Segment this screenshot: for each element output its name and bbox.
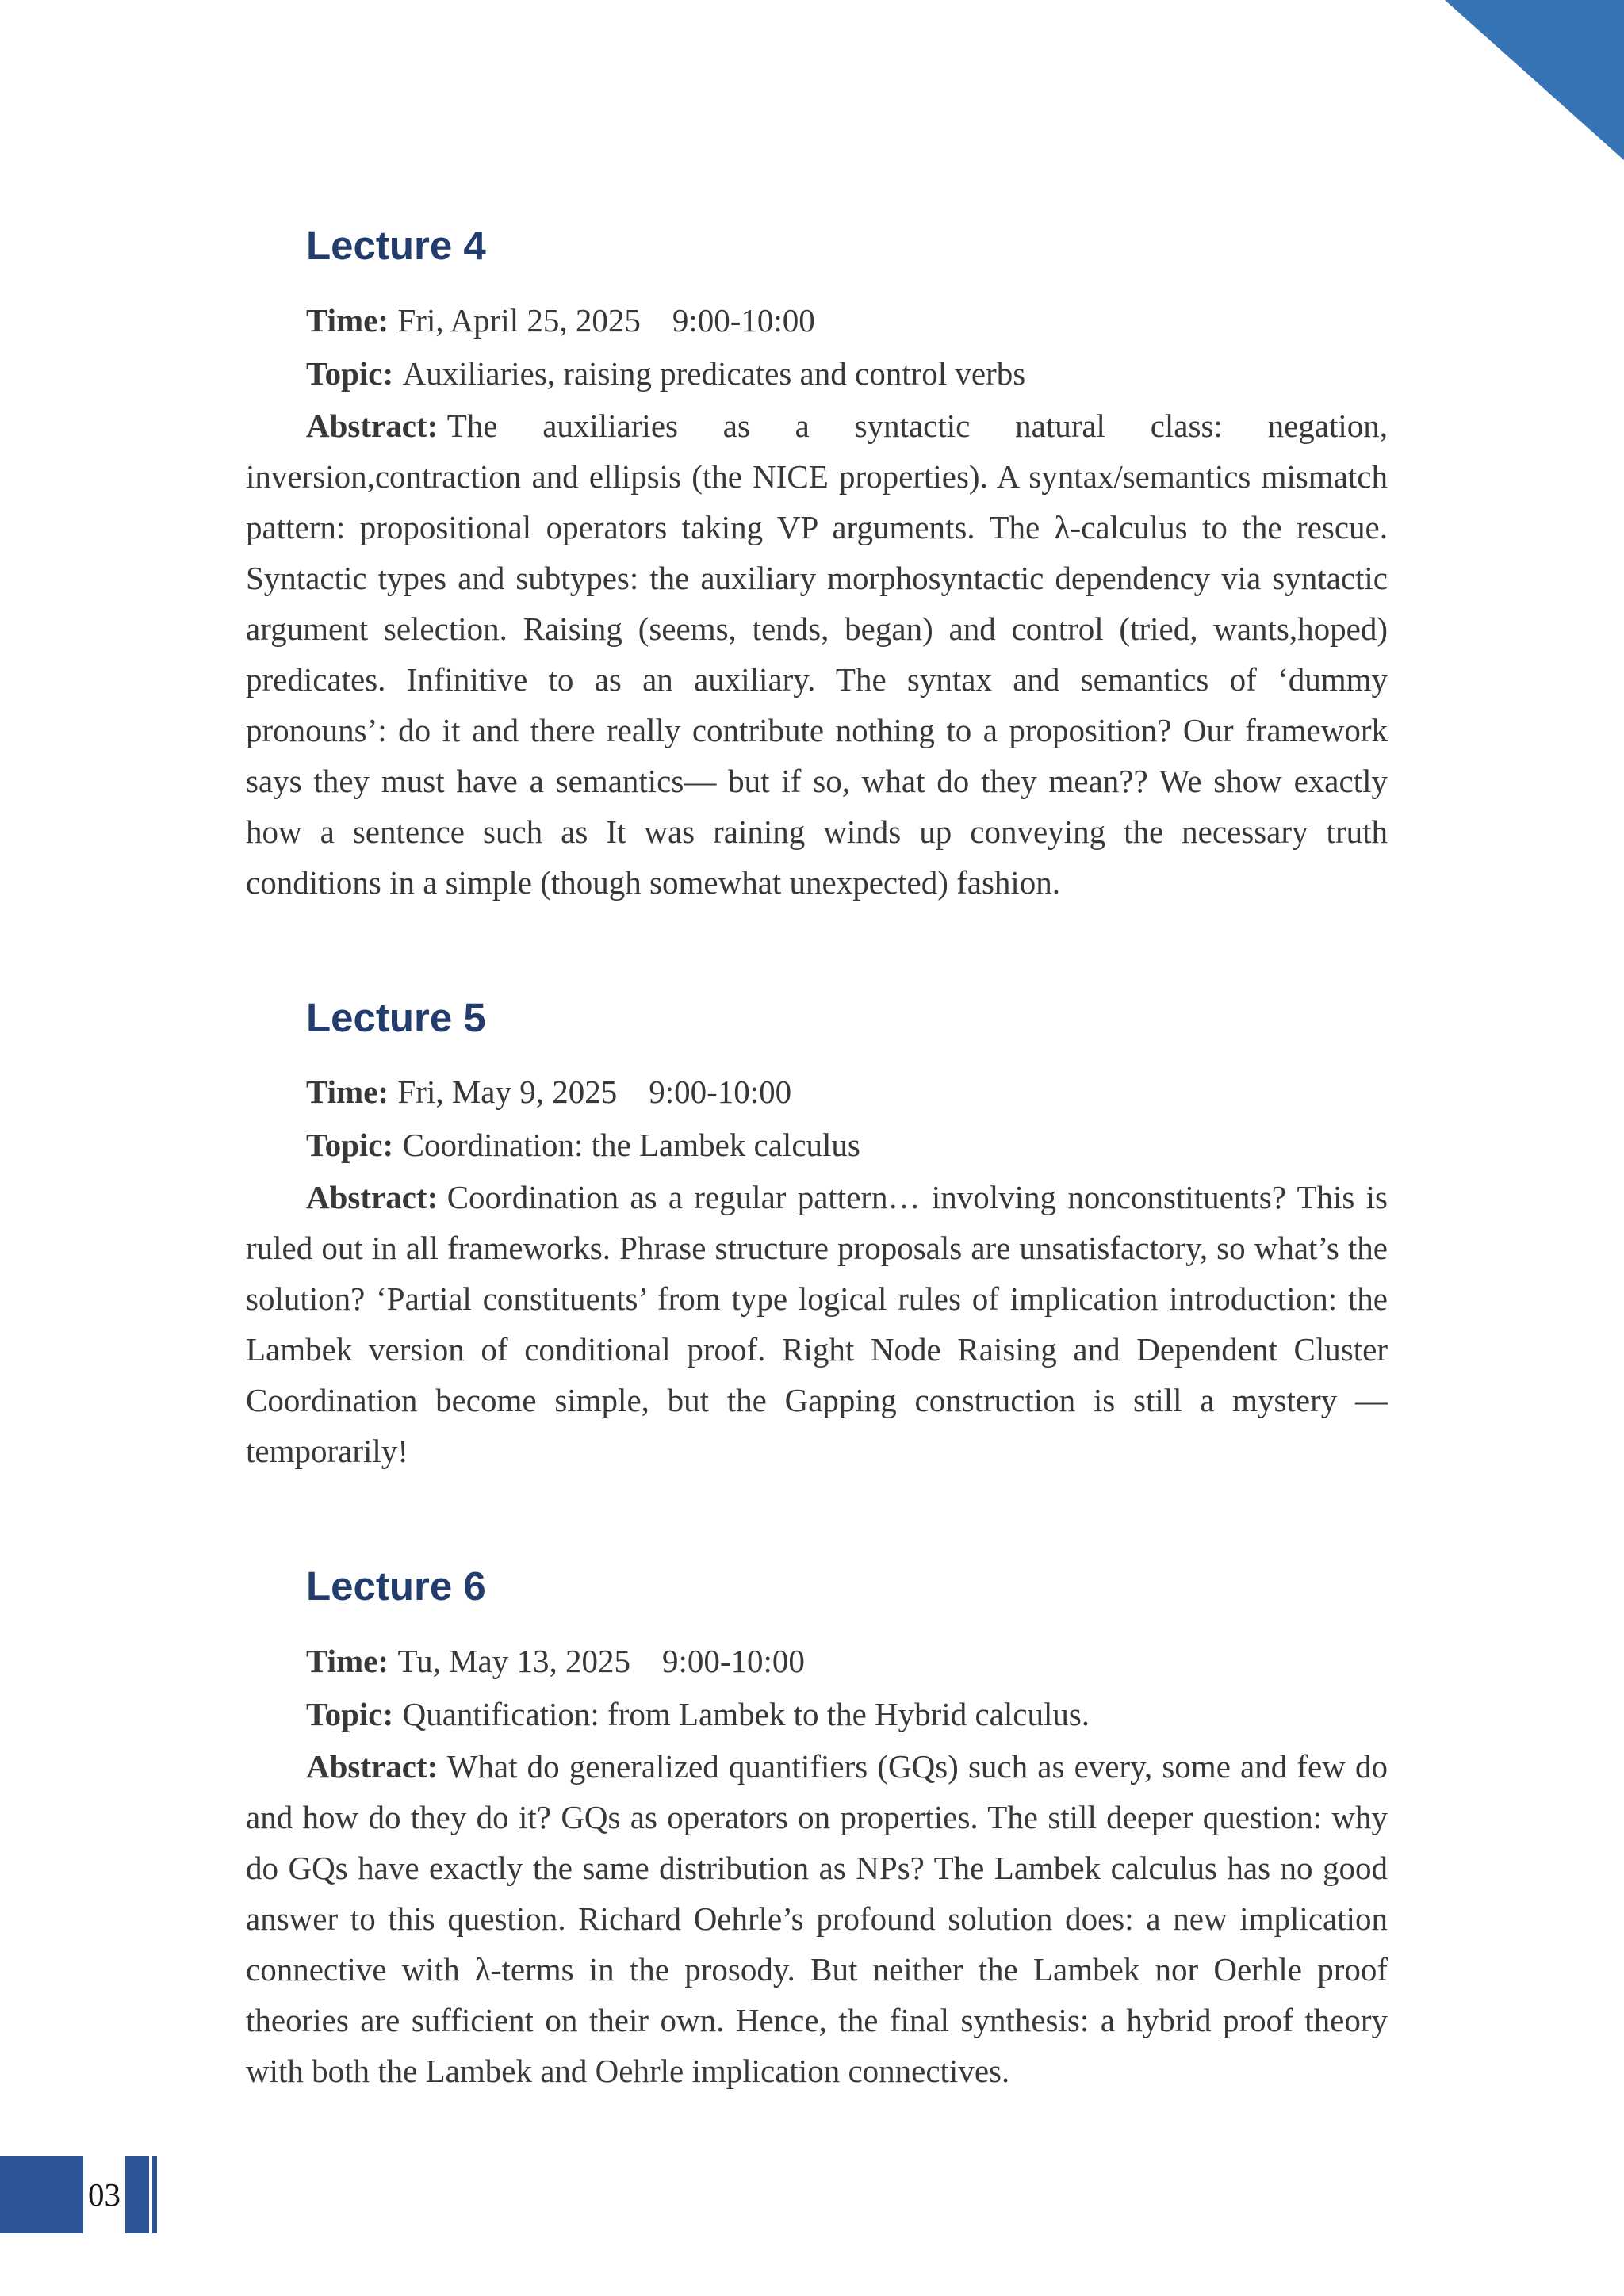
- abstract-text: Coordination as a regular pattern… involving nonconstituents? This is ruled out in all frameworks. Phrase structure proposals are unsatisfactory, so what’s the solution? ‘Partial constituents’ from type logical rules of implication introduction: the Lambek version of conditional proof. Right Node Raising and Dependent Cluster Coordination become simple, but the Gapping construction is still a mystery — temporarily!: [246, 1179, 1388, 1470]
- abstract-text: The auxiliaries as a syntactic natural class: negation, inversion,contraction and ellipsis (the NICE properties). A syntax/semantics mismatch pattern: propositional operators taking VP arguments. The λ-calculus to the rescue. Syntactic types and subtypes: the auxiliary morphosyntactic dependency via syntactic argument selection. Raising (seems, tends, began) and control (tried, wants,hoped) predicates. Infinitive to as an auxiliary. The syntax and semantics of ‘dummy pronouns’: do it and there really contribute nothing to a proposition? Our framework says they must have a semantics— but if so, what do they mean?? We show exactly how a sentence such as It was raining winds up conveying the necessary truth conditions in a simple (though somewhat unexpected) fashion.: [246, 407, 1388, 901]
- topic-text: Coordination: the Lambek calculus: [402, 1127, 860, 1164]
- lecture-section: [246, 1565, 1388, 2096]
- footer-accent-square: [0, 2156, 83, 2233]
- time-hours: 9:00-10:00: [672, 301, 815, 339]
- page-footer: [0, 2156, 317, 2233]
- topic-label: Topic:: [306, 354, 394, 392]
- abstract-label: Abstract:: [306, 407, 439, 444]
- topic-line: [246, 1688, 1388, 1741]
- page-content: [246, 224, 1388, 2185]
- footer-accent-thin-bar: [152, 2156, 157, 2233]
- time-date: Fri, April 25, 2025: [397, 301, 641, 339]
- time-label: Time:: [306, 1642, 389, 1679]
- time-line: [246, 1635, 1388, 1688]
- footer-accent-bar: [125, 2156, 149, 2233]
- abstract-paragraph: [246, 1172, 1388, 1476]
- topic-label: Topic:: [306, 1127, 394, 1164]
- time-line: [246, 294, 1388, 347]
- topic-text: Auxiliaries, raising predicates and control verbs: [402, 354, 1026, 392]
- time-line: [246, 1066, 1388, 1119]
- abstract-paragraph: [246, 400, 1388, 908]
- time-label: Time:: [306, 1073, 389, 1111]
- time-date: Fri, May 9, 2025: [397, 1073, 618, 1111]
- time-date: Tu, May 13, 2025: [397, 1642, 630, 1679]
- abstract-label: Abstract:: [306, 1179, 439, 1216]
- lecture-title: Lecture 6: [306, 1563, 486, 1609]
- topic-label: Topic:: [306, 1695, 394, 1732]
- abstract-text: What do generalized quantifiers (GQs) such as every, some and few do and how do they do it? GQs as operators on properties. The still deeper question: why do GQs have exactly the same distribution as NPs? The Lambek calculus has no good answer to this question. Richard Oehrle’s profound solution does: a new implication connective with λ-terms in the prosody. But neither the Lambek nor Oerhle proof theories are sufficient on their own. Hence, the final synthesis: a hybrid proof theory with both the Lambek and Oehrle implication connectives.: [246, 1747, 1388, 2089]
- time-hours: 9:00-10:00: [662, 1642, 805, 1679]
- lecture-section: [246, 994, 1388, 1477]
- lecture-section: [246, 224, 1388, 908]
- lecture-title: Lecture 4: [306, 223, 486, 268]
- page-number: 03: [88, 2176, 121, 2213]
- topic-text: Quantification: from Lambek to the Hybrid calculus.: [402, 1695, 1090, 1732]
- abstract-paragraph: [246, 1741, 1388, 2096]
- corner-triangle-decoration: [1445, 0, 1624, 160]
- abstract-label: Abstract:: [306, 1747, 439, 1785]
- time-label: Time:: [306, 301, 389, 339]
- time-hours: 9:00-10:00: [649, 1073, 792, 1111]
- lecture-title: Lecture 5: [306, 994, 486, 1040]
- topic-line: [246, 1119, 1388, 1172]
- topic-line: [246, 347, 1388, 400]
